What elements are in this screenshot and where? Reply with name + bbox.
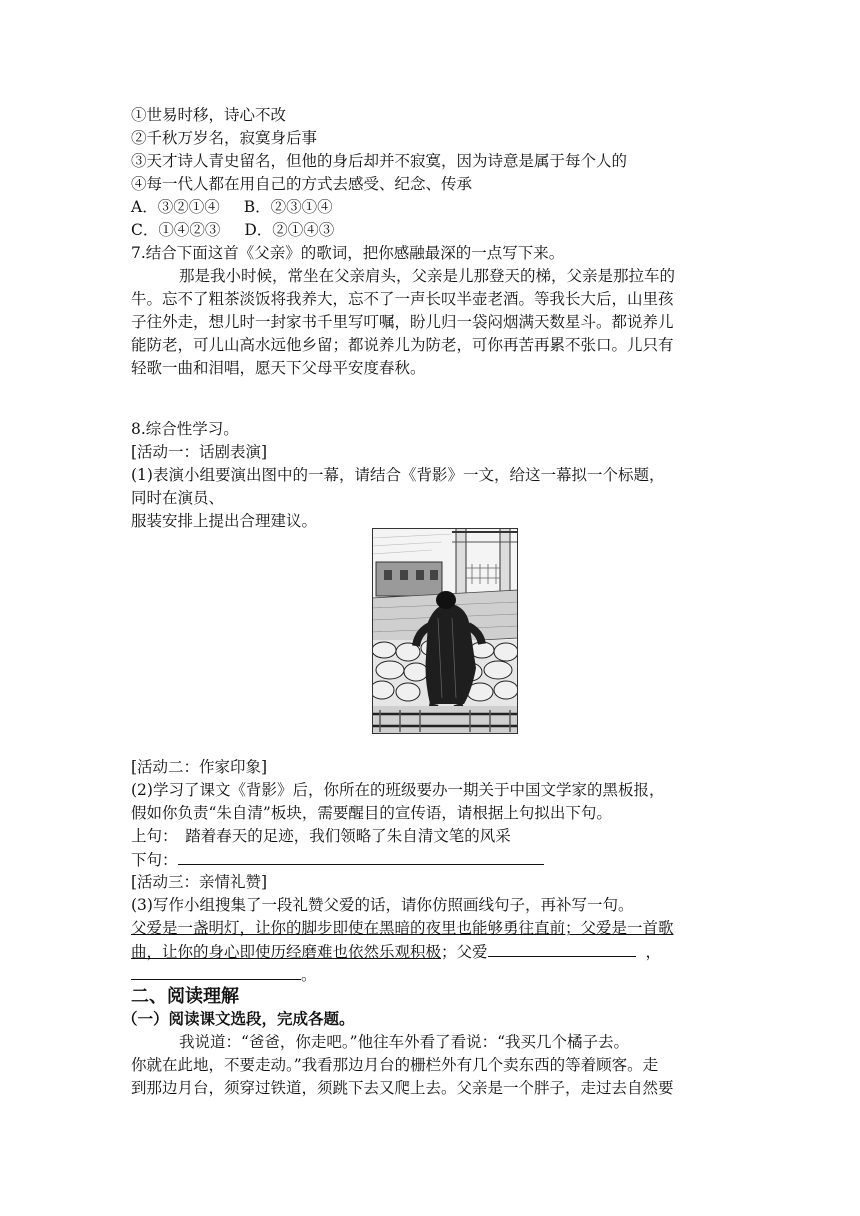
lower-sentence-label: 下句： [131, 851, 178, 869]
q7-lyric-line: 轻歌一曲和泪唱，愿天下父母平安度春秋。 [131, 359, 426, 377]
option-3: ③天才诗人青史留名，但他的身后却并不寂寞，因为诗意是属于每个人的 [131, 152, 628, 170]
quote-continuation [131, 940, 661, 963]
q7-lyric-line: 那是我小时候，常坐在父亲肩头，父亲是儿那登天的梯，父亲是那拉车的 [179, 267, 676, 285]
passage-line: 你就在此地，不要走动。”我看那边月台的栅栏外有几个卖东西的等着顾客。走 [131, 1056, 659, 1074]
q8-3-line: (3)写作小组搜集了一段礼赞父爱的话，请你仿照画线句子，再补写一句。 [131, 896, 634, 914]
option-4: ④每一代人都在用自己的方式去感受、纪念、传承 [131, 175, 473, 193]
passage-line: 我说道：“爸爸，你走吧。”他往车外看了看说：“我买几个橘子去。 [179, 1033, 630, 1051]
section-heading: 二、阅读理解 [131, 986, 239, 1007]
underlined-quote: 父爱是一盏明灯，让你的脚步即使在黑暗的夜里也能够勇往直前；父爱是一首歌 [131, 919, 674, 937]
upper-sentence: 上句： 踏着春天的足迹，我们领略了朱自清文笔的风采 [131, 827, 511, 845]
q8-1-line: 服装安排上提出合理建议。 [131, 512, 318, 530]
section-subheading: （一）阅读课文选段，完成各题。 [122, 1010, 355, 1028]
choice-b: B．②③①④ [243, 198, 333, 216]
choice-d: D．②①④③ [244, 221, 335, 239]
q8-1-line: (1)表演小组要演出图中的一幕，请结合《背影》一文，给这一幕拟一个标题， [131, 466, 665, 484]
option-2: ②千秋万岁名，寂寞身后事 [131, 129, 318, 147]
period: 。 [301, 966, 317, 984]
q7-lyric-line: 子往外走，想儿时一封家书千里写叮嘱，盼儿归一袋闷烟满天数星斗。都说养儿 [131, 313, 674, 331]
q8-2-line: (2)学习了课文《背影》后，你所在的班级要办一期关于中国文学家的黑板报， [131, 781, 665, 799]
father-back-illustration [372, 528, 518, 734]
activity-3-heading: [活动三：亲情礼赞] [131, 873, 268, 891]
choice-row-cd [131, 219, 334, 241]
quote-tail: ；父爱 [441, 943, 488, 961]
q7-title: 7.结合下面这首《父亲》的歌词，把你感融最深的一点写下来。 [131, 244, 565, 262]
q7-lyric-line: 牛。忘不了粗茶淡饭将我养大，忘不了一声长叹半壶老酒。等我长大后，山里孩 [131, 290, 674, 308]
choice-row-ab [131, 196, 333, 218]
choice-a: A．③②①④ [131, 198, 220, 216]
fill-blank-row [131, 963, 317, 986]
q8-2-line: 假如你负责“朱自清”板块，需要醒目的宣传语，请根据上句拟出下句。 [131, 804, 612, 822]
passage-line: 到那边月台，须穿过铁道，须跳下去又爬上去。父亲是一个胖子，走过去自然要 [131, 1079, 674, 1097]
q8-1-line: 同时在演员、 [131, 489, 225, 507]
option-1: ①世易时移，诗心不改 [131, 106, 287, 124]
q8-title: 8.综合性学习。 [131, 420, 239, 438]
comma: ， [645, 943, 662, 961]
underlined-quote: 曲，让你的身心即使历经磨难也依然乐观积极 [131, 943, 442, 961]
fill-blank-2[interactable] [131, 963, 301, 980]
lower-sentence [131, 848, 544, 871]
q7-lyric-line: 能防老，可儿山高水远他乡留；都说养儿为防老，可你再苦再累不张口。儿只有 [131, 336, 674, 354]
fill-blank-1[interactable] [488, 940, 636, 957]
activity-1-heading: [活动一：话剧表演] [131, 443, 268, 461]
choice-c: C．①④②③ [131, 221, 221, 239]
activity-2-heading: [活动二：作家印象] [131, 758, 268, 776]
lower-sentence-blank[interactable] [178, 848, 544, 865]
